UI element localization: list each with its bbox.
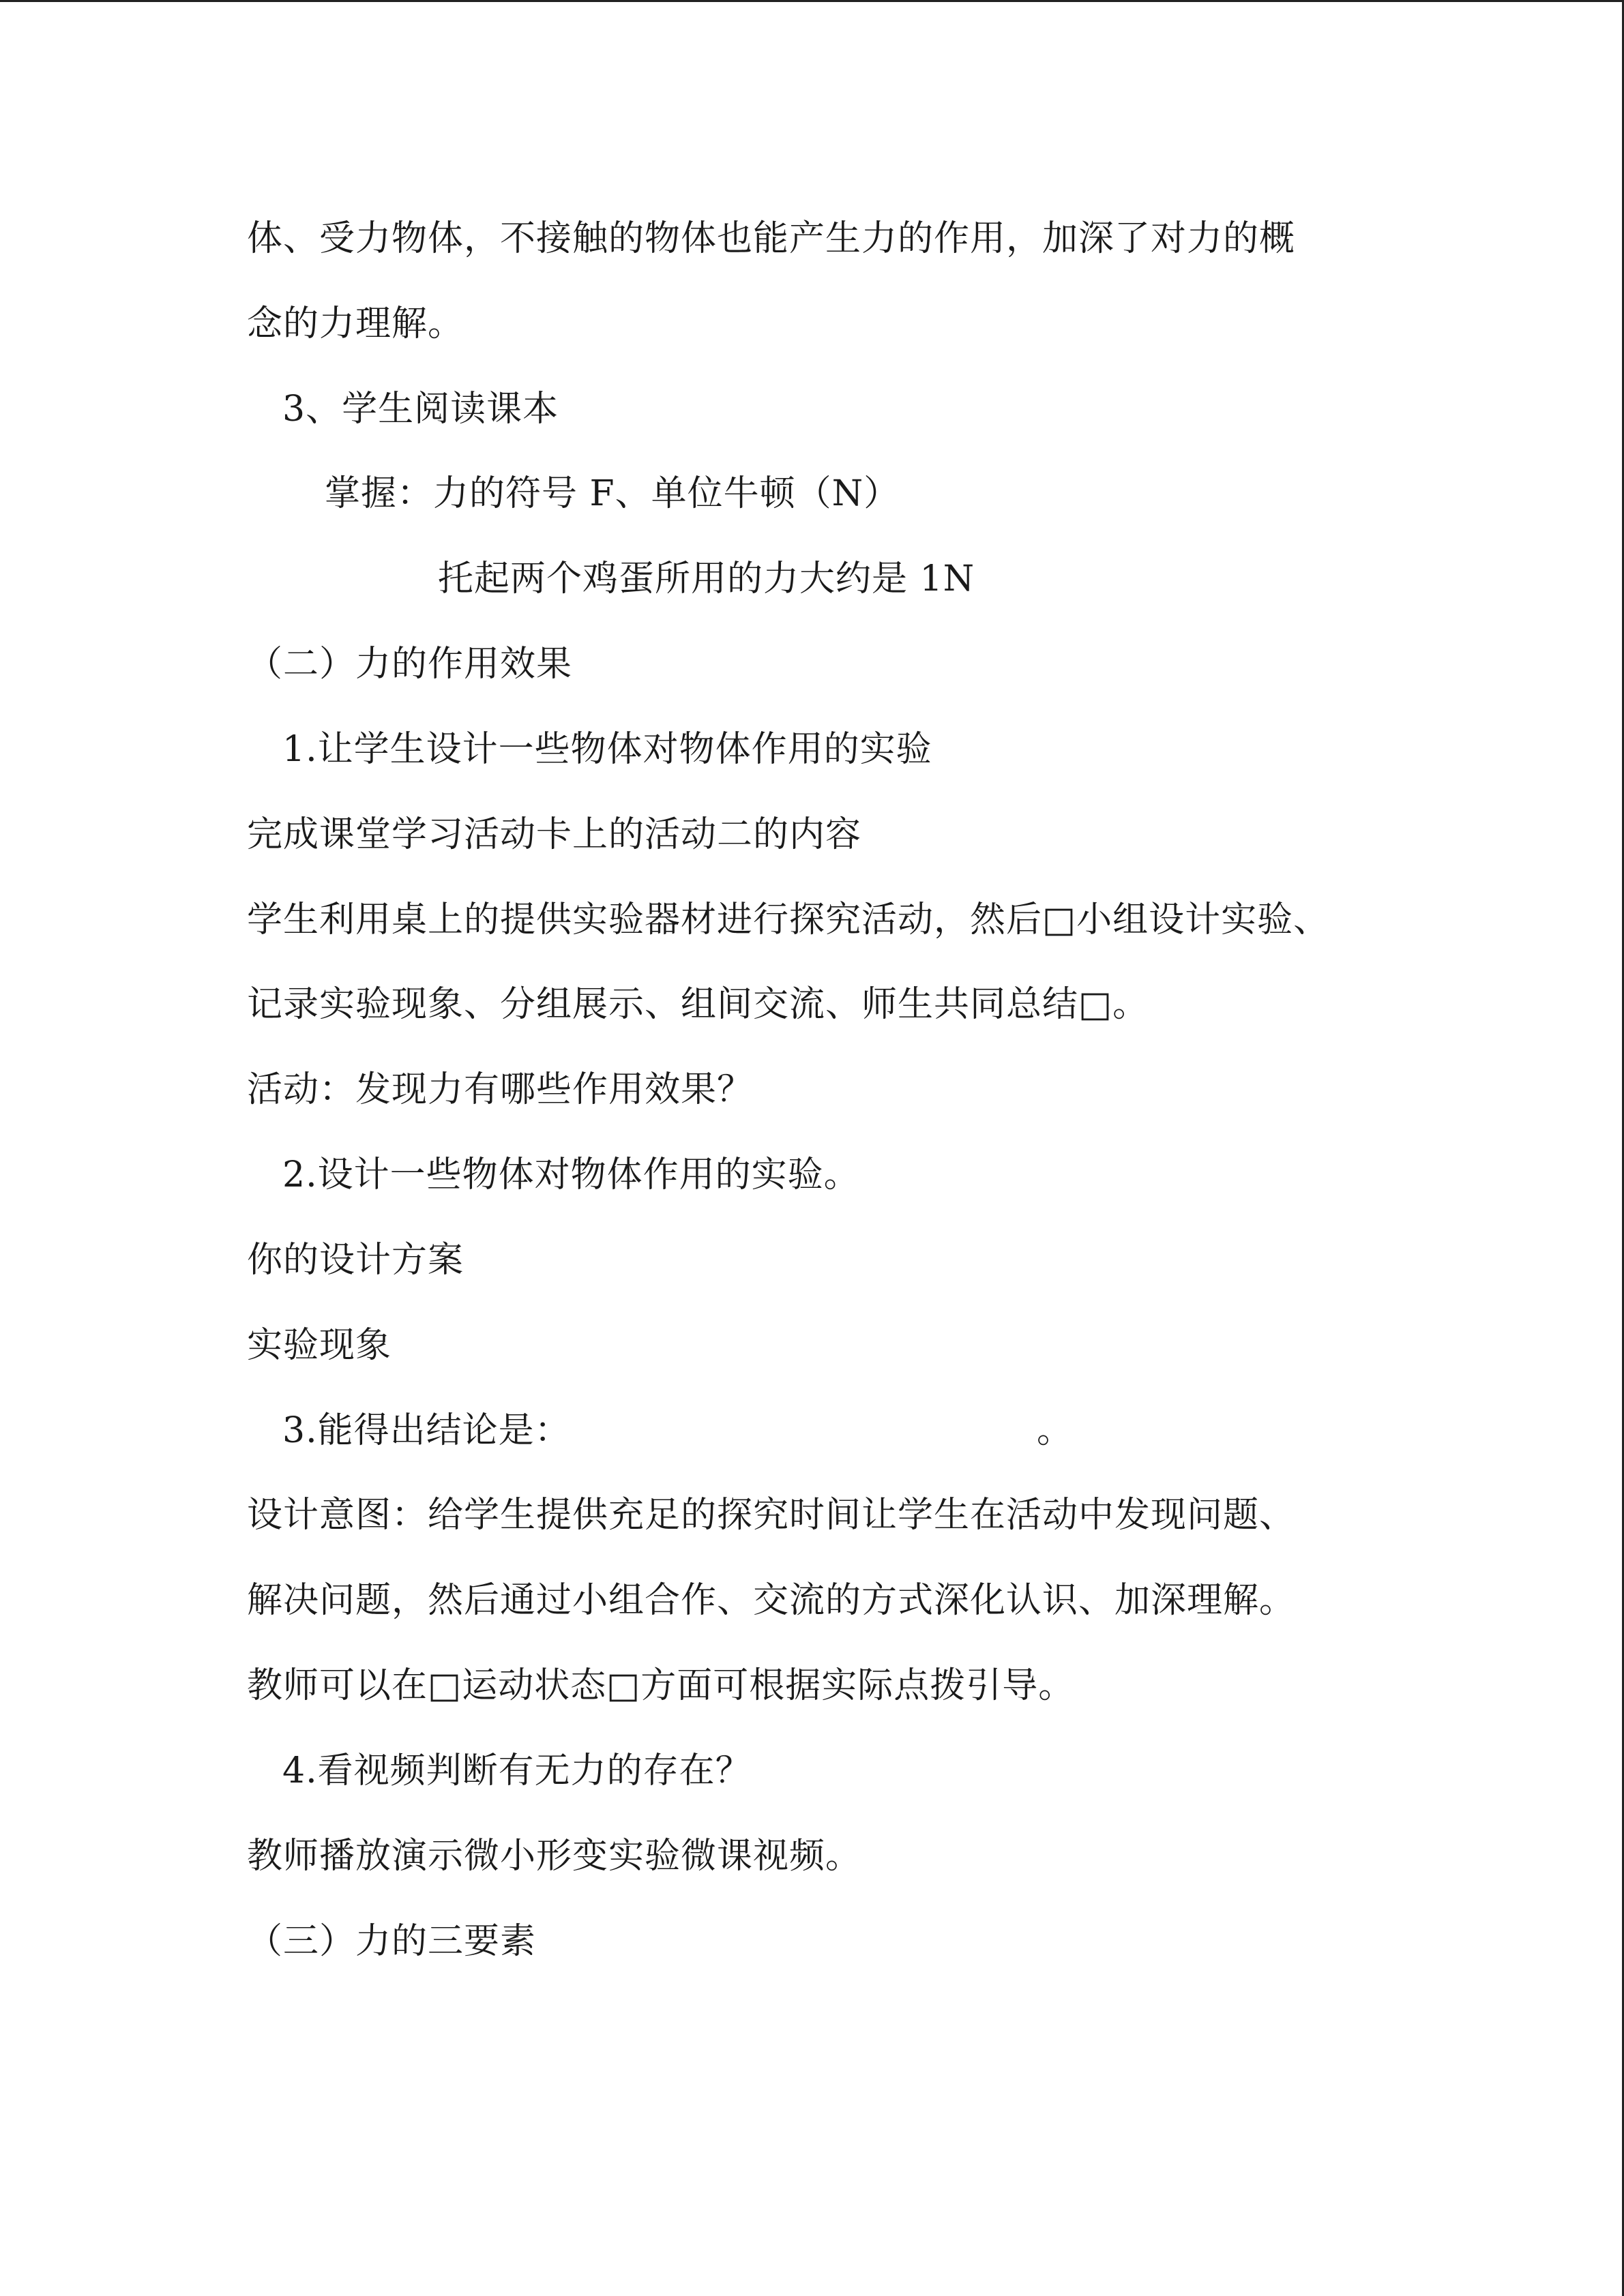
- paragraph-line: 念的力理解。: [247, 303, 464, 344]
- paragraph-line: 你的设计方案: [247, 1240, 464, 1281]
- paragraph-line: 教师播放演示微小形变实验微课视频。: [247, 1836, 862, 1877]
- paragraph-line: 托起两个鸡蛋所用的力大约是 1N: [438, 558, 975, 599]
- section-item: 1.让学生设计一些物体对物体作用的实验: [282, 729, 932, 770]
- conclusion-blank-end: 。: [1037, 1410, 1073, 1451]
- paragraph-line: 实验现象: [247, 1325, 392, 1366]
- paragraph-line: 记录实验现象、分组展示、组间交流、师生共同总结□。: [247, 984, 1149, 1025]
- paragraph-line: 掌握：力的符号 F、单位牛顿（N）: [325, 473, 900, 514]
- section-heading: （二）力的作用效果: [247, 644, 573, 685]
- paragraph-line: 活动：发现力有哪些作用效果？: [247, 1069, 754, 1110]
- page-top-border: [0, 0, 1624, 2]
- paragraph-line: 教师可以在□运动状态□方面可根据实际点拨引导。: [247, 1665, 1075, 1706]
- paragraph-line: 学生利用桌上的提供实验器材进行探究活动，然后□小组设计实验、: [247, 899, 1330, 940]
- section-item: 3.能得出结论是：: [282, 1410, 571, 1451]
- section-heading: （三）力的三要素: [247, 1921, 537, 1962]
- paragraph-line: 完成课堂学习活动卡上的活动二的内容: [247, 814, 862, 855]
- section-item: 4.看视频判断有无力的存在？: [282, 1750, 752, 1791]
- paragraph-line: 体、受力物体，不接触的物体也能产生力的作用，加深了对力的概: [247, 218, 1296, 259]
- paragraph-line: 设计意图：给学生提供充足的探究时间让学生在活动中发现问题、: [247, 1495, 1296, 1536]
- section-item: 3、学生阅读课本: [282, 389, 559, 430]
- section-item: 2.设计一些物体对物体作用的实验。: [282, 1154, 860, 1195]
- paragraph-line: 解决问题，然后通过小组合作、交流的方式深化认识、加深理解。: [247, 1580, 1296, 1621]
